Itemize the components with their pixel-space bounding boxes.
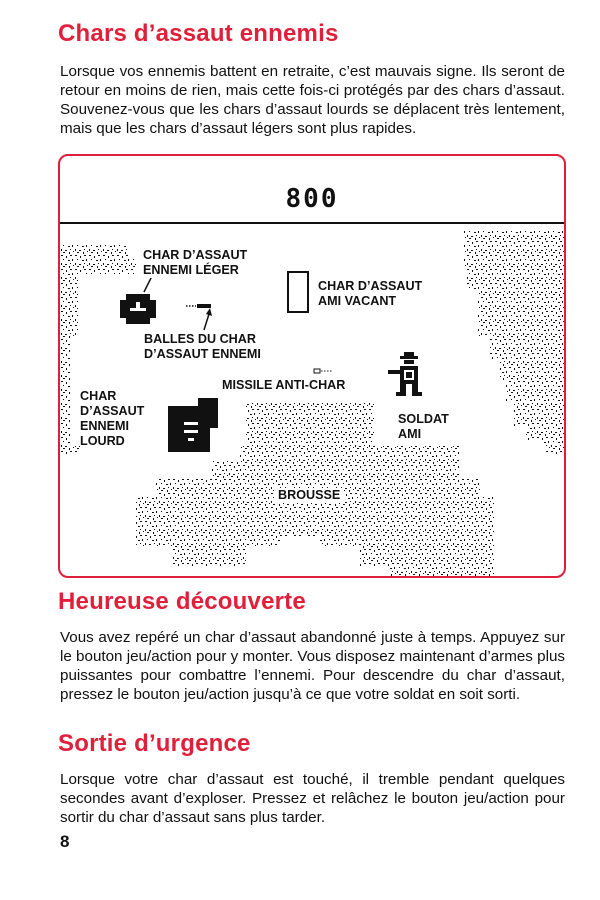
label-friendly-soldier: SOLDAT AMI: [398, 412, 449, 441]
brush-right: [464, 231, 564, 454]
enemy-tank-bullets: [186, 304, 211, 308]
light-enemy-tank: [120, 294, 156, 324]
bullets-pointer-line: [204, 314, 209, 330]
heavy-enemy-tank: [168, 398, 218, 452]
friendly-soldier: [388, 352, 422, 396]
section-body-emergency-exit: Lorsque votre char d’assaut est touché, il tremble pendant quelques secondes avant d’exploser. Pressez et relâchez le bouton jeu/action pour sortir du char d’assaut sans plus tarder.: [60, 771, 565, 826]
anti-tank-missile: [314, 369, 332, 373]
label-heavy-enemy-tank: CHAR D’ASSAUT ENNEMI LOURD: [80, 389, 145, 448]
vacant-friendly-tank: [288, 272, 308, 312]
score-display: 800: [285, 184, 339, 214]
page-number: 8: [60, 832, 70, 851]
section-title-lucky-find: Heureuse découverte: [58, 588, 306, 615]
section-body-lucky-find: Vous avez repéré un char d’assaut abandonné juste à temps. Appuyez sur le bouton jeu/action pour y monter. Vous disposez maintenant d’armes plus puissantes pour combattre l’ennemi. Pour descendre du char d’assaut, pressez le bouton jeu/action jusqu’à ce que votre soldat en soit sorti.: [60, 629, 565, 703]
label-brush: BROUSSE: [274, 488, 344, 503]
game-screen-drawing: [60, 156, 564, 576]
section-title-emergency-exit: Sortie d’urgence: [58, 730, 251, 757]
section-title-enemy-tanks: Chars d’assaut ennemis: [58, 20, 339, 47]
section-body-enemy-tanks: Lorsque vos ennemis battent en retraite, c’est mauvais signe. Ils seront de retour en moins de rien, mais cette fois-ci protégés par des chars d’assaut. Souvenez-vous que les chars d’assaut lourds se déplacent très lentement, mais que les chars d’assaut légers sont plus rapides.: [60, 63, 565, 137]
label-enemy-bullets: BALLES DU CHAR D’ASSAUT ENNEMI: [144, 332, 261, 361]
label-anti-tank-missile: MISSILE ANTI-CHAR: [222, 378, 346, 392]
label-vacant-friendly-tank: CHAR D’ASSAUT AMI VACANT: [318, 279, 423, 308]
label-light-enemy-tank: CHAR D’ASSAUT ENNEMI LÉGER: [143, 248, 248, 277]
game-screen-figure: [58, 154, 566, 578]
